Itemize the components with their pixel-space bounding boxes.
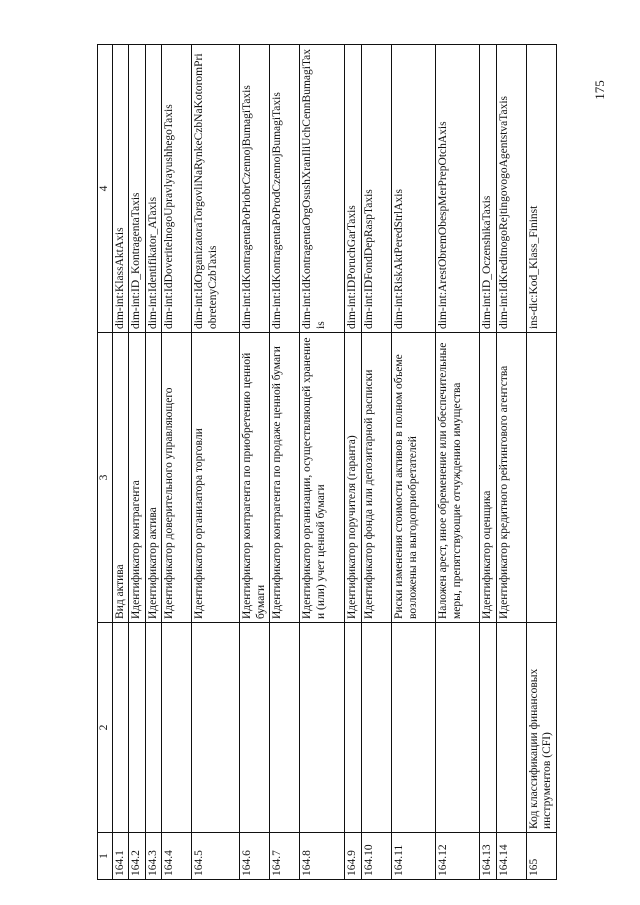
row-name: Код классификации финансовых инструментов (CFI) bbox=[526, 623, 556, 833]
header-col-3: 3 bbox=[98, 333, 113, 623]
header-col-4: 4 bbox=[98, 45, 113, 333]
row-name bbox=[162, 623, 192, 833]
row-description: Идентификатор контрагента bbox=[129, 333, 146, 623]
table-row bbox=[270, 45, 300, 880]
row-description: Идентификатор актива bbox=[145, 333, 162, 623]
row-name bbox=[112, 623, 129, 833]
table-row bbox=[192, 45, 240, 880]
row-description: Идентификатор контрагента по продаже ценной бумаги bbox=[270, 333, 300, 623]
row-name bbox=[391, 623, 435, 833]
row-name bbox=[345, 623, 362, 833]
row-dimension: dim-int:IdKreditnogoRejtingovogoAgentstvaTaxis bbox=[496, 45, 526, 333]
row-description: Наложен арест, иное обременение или обеспечительные меры, препятствующие отчуждению имущества bbox=[435, 333, 479, 623]
table-row bbox=[435, 45, 479, 880]
row-number: 164.13 bbox=[479, 833, 496, 880]
row-number: 164.7 bbox=[270, 833, 300, 880]
row-dimension: dim-int:IDFondDepRaspTaxis bbox=[361, 45, 391, 333]
row-number: 164.10 bbox=[361, 833, 391, 880]
row-description: Идентификатор организации, осуществляющей хранение и (или) учет ценной бумаги bbox=[300, 333, 345, 623]
row-name bbox=[240, 623, 270, 833]
table-row bbox=[391, 45, 435, 880]
row-number: 164.2 bbox=[129, 833, 146, 880]
row-dimension: dim-int:Identifikator_ATaxis bbox=[145, 45, 162, 333]
row-name bbox=[145, 623, 162, 833]
header-row bbox=[98, 45, 113, 880]
row-number: 164.14 bbox=[496, 833, 526, 880]
row-dimension: dim-int:IdOrganizatoraTorgovliNaRynkeCzbNaKotoromPriobretenyCzbTaxis bbox=[192, 45, 240, 333]
row-dimension: dim-int:KlassAktAxis bbox=[112, 45, 129, 333]
table-row bbox=[300, 45, 345, 880]
row-description: Идентификатор поручителя (гаранта) bbox=[345, 333, 362, 623]
page-number: 175 bbox=[591, 80, 607, 100]
row-number: 164.11 bbox=[391, 833, 435, 880]
classification-table bbox=[97, 44, 557, 880]
row-description: Вид актива bbox=[112, 333, 129, 623]
row-number: 164.9 bbox=[345, 833, 362, 880]
table-body bbox=[112, 45, 556, 880]
row-dimension: dim-int:IdKontragentaPoProdCzennojBumagiTaxis bbox=[270, 45, 300, 333]
table-row bbox=[496, 45, 526, 880]
row-description bbox=[526, 333, 556, 623]
row-name bbox=[129, 623, 146, 833]
row-name bbox=[479, 623, 496, 833]
row-number: 164.3 bbox=[145, 833, 162, 880]
row-name bbox=[300, 623, 345, 833]
row-name bbox=[192, 623, 240, 833]
row-number: 164.1 bbox=[112, 833, 129, 880]
row-description: Идентификатор фонда или депозитарной расписки bbox=[361, 333, 391, 623]
row-dimension: dim-int:IdDoveritelnogoUpravlyayushhegoTaxis bbox=[162, 45, 192, 333]
row-dimension: dim-int:IDPoruchGarTaxis bbox=[345, 45, 362, 333]
table-row bbox=[145, 45, 162, 880]
row-dimension: dim-int:ID_OczenshikaTaxis bbox=[479, 45, 496, 333]
row-dimension: dim-int:ID_KontragentaTaxis bbox=[129, 45, 146, 333]
row-dimension: dim-int:RiskAktPeredStrlAxis bbox=[391, 45, 435, 333]
row-description: Риски изменения стоимости активов в полном объеме возложены на выгодоприобретателей bbox=[391, 333, 435, 623]
row-name bbox=[361, 623, 391, 833]
header-col-1: 1 bbox=[98, 833, 113, 880]
row-number: 164.4 bbox=[162, 833, 192, 880]
row-number: 165 bbox=[526, 833, 556, 880]
table-row bbox=[112, 45, 129, 880]
row-dimension: dim-int:IdKontragentaPoPriobrCzennojBumagiTaxis bbox=[240, 45, 270, 333]
table-row bbox=[162, 45, 192, 880]
row-description: Идентификатор кредитного рейтингового агентства bbox=[496, 333, 526, 623]
row-name bbox=[435, 623, 479, 833]
row-description: Идентификатор оценщика bbox=[479, 333, 496, 623]
row-dimension: dim-int:IdKontragentaOrgOsushXranIliUchCennBumagiTaxis bbox=[300, 45, 345, 333]
table-row bbox=[129, 45, 146, 880]
header-col-2: 2 bbox=[98, 623, 113, 833]
row-name bbox=[270, 623, 300, 833]
row-dimension: dim-int:ArestObremObespMerPrepOtchAxis bbox=[435, 45, 479, 333]
row-description: Идентификатор контрагента по приобретению ценной бумаги bbox=[240, 333, 270, 623]
table-row bbox=[240, 45, 270, 880]
table-row bbox=[345, 45, 362, 880]
row-description: Идентификатор доверительного управляющего bbox=[162, 333, 192, 623]
row-number: 164.6 bbox=[240, 833, 270, 880]
table-row bbox=[526, 45, 556, 880]
row-description: Идентификатор организатора торговли bbox=[192, 333, 240, 623]
row-number: 164.8 bbox=[300, 833, 345, 880]
rotated-table-container bbox=[97, 45, 617, 880]
table-row bbox=[479, 45, 496, 880]
row-name bbox=[496, 623, 526, 833]
row-number: 164.5 bbox=[192, 833, 240, 880]
row-dimension: ins-dic:Kod_Klass_Fininst bbox=[526, 45, 556, 333]
row-number: 164.12 bbox=[435, 833, 479, 880]
table-row bbox=[361, 45, 391, 880]
